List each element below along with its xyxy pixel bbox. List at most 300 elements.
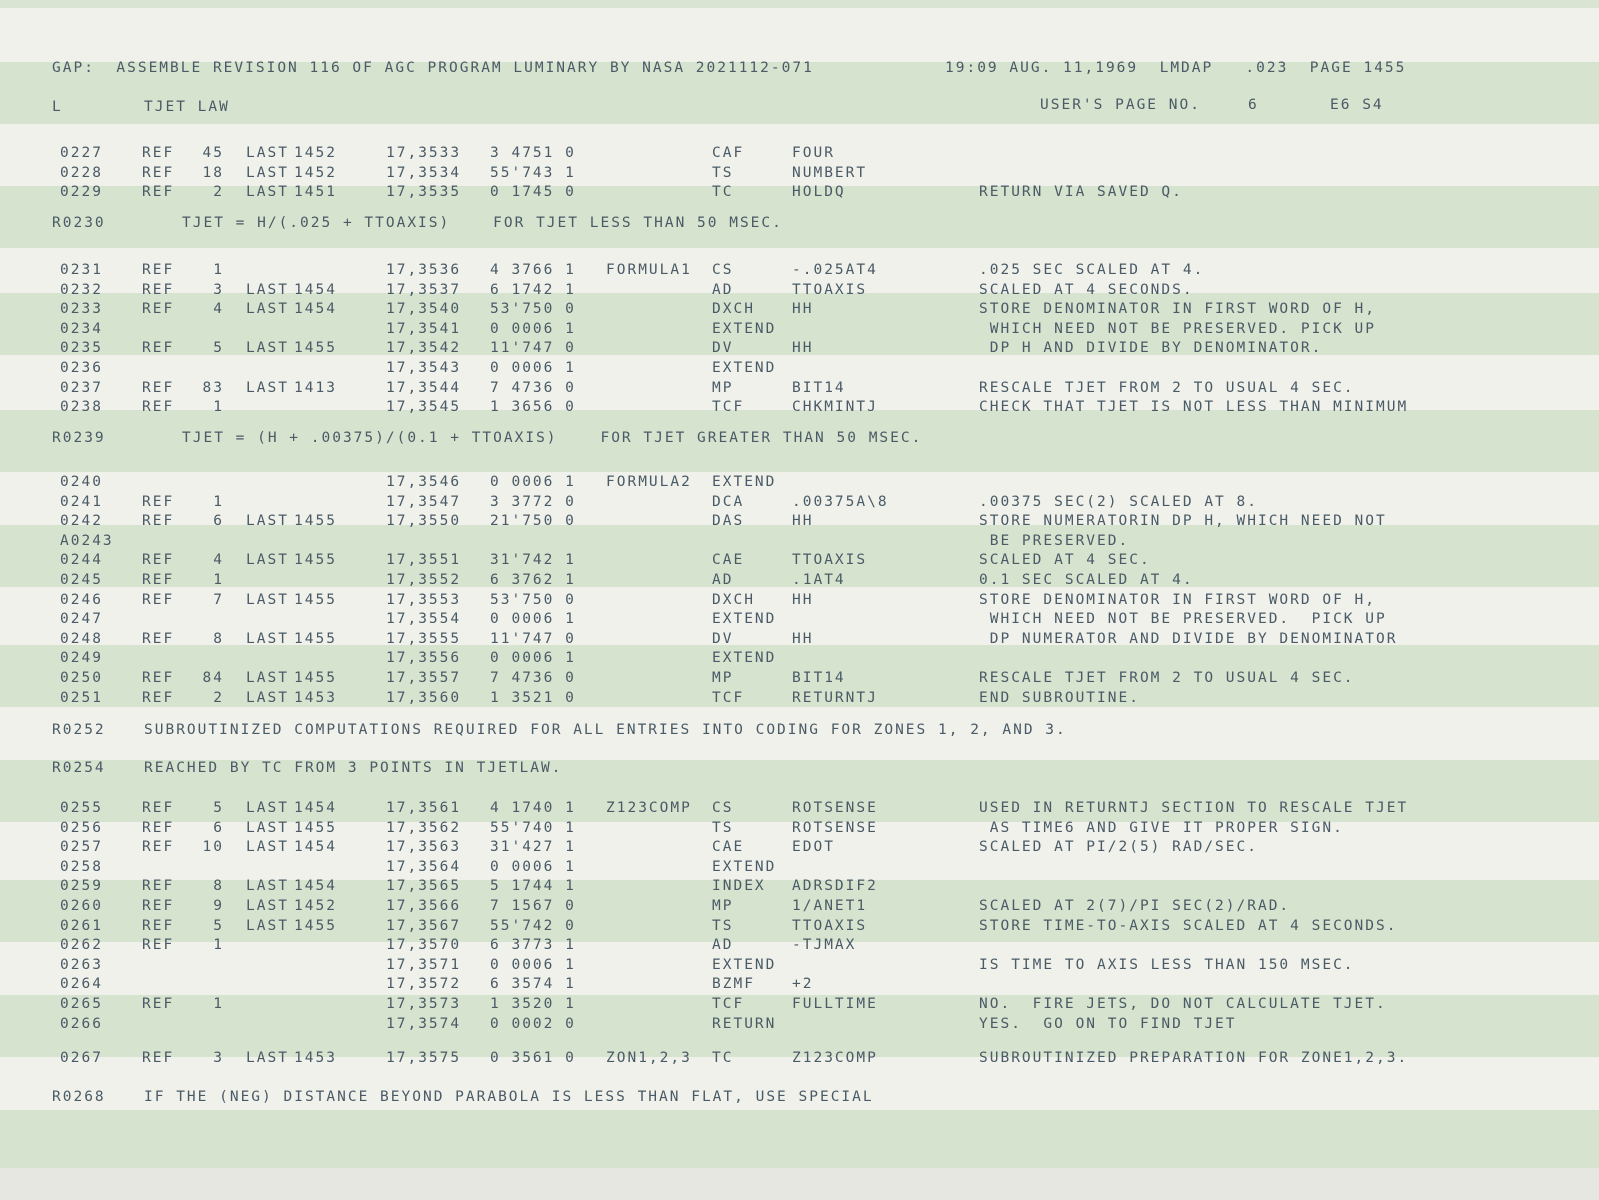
opcode: RETURN	[712, 1015, 777, 1032]
comment: 0.1 SEC SCALED AT 4.	[979, 572, 1194, 588]
ref-count: 84	[202, 670, 224, 686]
users-page-number: 6	[1248, 97, 1259, 113]
label: ZON1,2,3	[606, 1050, 692, 1066]
listing-row	[0, 592, 1599, 611]
comment: YES. GO ON TO FIND TJET	[979, 1015, 1237, 1032]
memory-address: 17,3540	[386, 301, 462, 318]
ref-keyword: REF	[142, 591, 175, 608]
listing-row	[0, 898, 1599, 917]
octal-code: 0 0002 0	[490, 1015, 576, 1032]
last-page: 1455	[294, 819, 337, 836]
comment: WHICH NEED NOT BE PRESERVED. PICK UP	[979, 611, 1387, 628]
line-number: 0232	[60, 281, 103, 298]
ref-count: 6	[213, 819, 224, 836]
listing-row	[0, 380, 1599, 399]
operand: HH	[792, 340, 814, 357]
opcode: EXTEND	[712, 360, 777, 376]
comment: RESCALE TJET FROM 2 TO USUAL 4 SEC.	[979, 670, 1355, 686]
memory-address: 17,3560	[386, 689, 462, 706]
memory-address: 17,3554	[386, 611, 462, 628]
listing-row	[0, 494, 1599, 513]
memory-address: 17,3574	[386, 1015, 462, 1032]
octal-code: 0 0006 1	[490, 956, 576, 973]
listing-row	[0, 918, 1599, 937]
ref-keyword: REF	[142, 513, 175, 530]
opcode: DAS	[712, 513, 745, 530]
listing-row	[0, 820, 1599, 839]
ref-keyword: REF	[142, 493, 175, 510]
octal-code: 6 3773 1	[490, 937, 576, 954]
listing-row	[0, 839, 1599, 858]
line-number: A0243	[60, 532, 114, 549]
line-number: 0249	[60, 650, 103, 667]
opcode: DXCH	[712, 591, 755, 608]
ref-keyword: REF	[142, 878, 175, 895]
opcode: TS	[712, 819, 734, 836]
remark-text: TJET = (H + .00375)/(0.1 + TTOAXIS) FOR TJET GREATER THAN 50 MSEC.	[182, 430, 923, 446]
ref-count: 18	[202, 164, 224, 181]
line-number: 0264	[60, 976, 103, 993]
remark-seq: R0254	[52, 760, 106, 776]
last-keyword: LAST	[246, 301, 289, 318]
line-number: 0245	[60, 572, 103, 588]
line-number: 0267	[60, 1050, 103, 1066]
header-assembly-line: GAP: ASSEMBLE REVISION 116 OF AGC PROGRAM LUMINARY BY NASA 2021112-071	[52, 60, 814, 76]
ref-count: 1	[213, 493, 224, 510]
last-keyword: LAST	[246, 689, 289, 706]
opcode: TC	[712, 184, 734, 201]
line-number: 0260	[60, 898, 103, 914]
operand: HOLDQ	[792, 184, 846, 201]
octal-code: 6 3574 1	[490, 976, 576, 993]
octal-code: 7 1567 0	[490, 898, 576, 914]
memory-address: 17,3547	[386, 493, 462, 510]
ref-keyword: REF	[142, 262, 175, 278]
operand: EDOT	[792, 839, 835, 856]
operand: TTOAXIS	[792, 281, 868, 298]
ref-count: 5	[213, 340, 224, 357]
comment: SCALED AT PI/2(5) RAD/SEC.	[979, 839, 1258, 856]
listing-row	[0, 859, 1599, 878]
opcode: TCF	[712, 689, 745, 706]
operand: HH	[792, 513, 814, 530]
memory-address: 17,3534	[386, 164, 462, 181]
last-keyword: LAST	[246, 670, 289, 686]
ref-keyword: REF	[142, 1050, 175, 1066]
last-keyword: LAST	[246, 552, 289, 569]
opcode: EXTEND	[712, 320, 777, 337]
memory-address: 17,3573	[386, 996, 462, 1012]
ref-count: 5	[213, 917, 224, 934]
listing-row	[0, 513, 1599, 532]
ref-keyword: REF	[142, 630, 175, 647]
comment: STORE DENOMINATOR IN FIRST WORD OF H,	[979, 301, 1377, 318]
listing-row	[0, 650, 1599, 669]
octal-code: 21'750 0	[490, 513, 576, 530]
line-number: 0246	[60, 591, 103, 608]
comment: SCALED AT 2(7)/PI SEC(2)/RAD.	[979, 898, 1291, 914]
last-keyword: LAST	[246, 513, 289, 530]
operand: FOUR	[792, 145, 835, 161]
line-number: 0241	[60, 493, 103, 510]
octal-code: 3 3772 0	[490, 493, 576, 510]
section-mark: L	[52, 99, 63, 115]
ref-count: 10	[202, 839, 224, 856]
line-number: 0248	[60, 630, 103, 647]
opcode: MP	[712, 379, 734, 396]
line-number: 0265	[60, 996, 103, 1012]
listing-row	[0, 552, 1599, 571]
octal-code: 11'747 0	[490, 340, 576, 357]
last-page: 1453	[294, 689, 337, 706]
line-number: 0240	[60, 474, 103, 490]
octal-code: 7 4736 0	[490, 670, 576, 686]
ref-keyword: REF	[142, 670, 175, 686]
operand: -TJMAX	[792, 937, 857, 954]
ref-keyword: REF	[142, 281, 175, 298]
last-keyword: LAST	[246, 281, 289, 298]
label: FORMULA1	[606, 262, 692, 278]
octal-code: 0 0006 1	[490, 611, 576, 628]
listing-row	[0, 800, 1599, 819]
opcode: TC	[712, 1050, 734, 1066]
ref-keyword: REF	[142, 145, 175, 161]
listing-row	[0, 262, 1599, 281]
last-keyword: LAST	[246, 917, 289, 934]
opcode: DV	[712, 630, 734, 647]
remark-seq: R0230	[52, 215, 106, 231]
octal-code: 0 0006 1	[490, 320, 576, 337]
ref-keyword: REF	[142, 898, 175, 914]
comment: STORE NUMERATORIN DP H, WHICH NEED NOT	[979, 513, 1387, 530]
operand: .1AT4	[792, 572, 846, 588]
paper-top-edge	[0, 0, 1599, 8]
listing-row	[0, 282, 1599, 301]
ref-keyword: REF	[142, 572, 175, 588]
ref-count: 9	[213, 898, 224, 914]
octal-code: 6 3762 1	[490, 572, 576, 588]
line-number: 0266	[60, 1015, 103, 1032]
memory-address: 17,3544	[386, 379, 462, 396]
ref-keyword: REF	[142, 689, 175, 706]
listing-row	[0, 878, 1599, 897]
octal-code: 55'742 0	[490, 917, 576, 934]
last-keyword: LAST	[246, 379, 289, 396]
opcode: EXTEND	[712, 956, 777, 973]
ref-keyword: REF	[142, 164, 175, 181]
line-number: 0234	[60, 320, 103, 337]
remark-text: REACHED BY TC FROM 3 POINTS IN TJETLAW.	[144, 760, 563, 776]
memory-address: 17,3566	[386, 898, 462, 914]
remark-seq: R0268	[52, 1089, 106, 1105]
comment: END SUBROUTINE.	[979, 689, 1140, 706]
octal-code: 31'742 1	[490, 552, 576, 569]
ref-count: 2	[213, 689, 224, 706]
remark-text: IF THE (NEG) DISTANCE BEYOND PARABOLA IS LESS THAN FLAT, USE SPECIAL	[144, 1089, 874, 1105]
operand: -.025AT4	[792, 262, 878, 278]
opcode: TS	[712, 164, 734, 181]
operand: .00375A\8	[792, 493, 889, 510]
operand: +2	[792, 976, 814, 993]
listing-row	[0, 937, 1599, 956]
memory-address: 17,3561	[386, 800, 462, 816]
comment: USED IN RETURNTJ SECTION TO RESCALE TJET	[979, 800, 1409, 816]
memory-address: 17,3542	[386, 340, 462, 357]
comment: WHICH NEED NOT BE PRESERVED. PICK UP	[979, 320, 1377, 337]
remark-seq: R0252	[52, 722, 106, 738]
line-number: 0231	[60, 262, 103, 278]
opcode: AD	[712, 937, 734, 954]
octal-code: 1 3521 0	[490, 689, 576, 706]
memory-address: 17,3564	[386, 858, 462, 875]
memory-address: 17,3572	[386, 976, 462, 993]
operand: RETURNTJ	[792, 689, 878, 706]
last-page: 1455	[294, 552, 337, 569]
listing-row	[0, 360, 1599, 379]
memory-address: 17,3567	[386, 917, 462, 934]
ref-keyword: REF	[142, 800, 175, 816]
ref-keyword: REF	[142, 399, 175, 416]
comment: IS TIME TO AXIS LESS THAN 150 MSEC.	[979, 956, 1355, 973]
operand: HH	[792, 301, 814, 318]
ref-keyword: REF	[142, 184, 175, 201]
opcode: INDEX	[712, 878, 766, 895]
listing-row	[0, 957, 1599, 976]
memory-address: 17,3565	[386, 878, 462, 895]
last-page: 1455	[294, 513, 337, 530]
ref-count: 4	[213, 552, 224, 569]
label: Z123COMP	[606, 800, 692, 816]
line-number: 0247	[60, 611, 103, 628]
line-number: 0256	[60, 819, 103, 836]
listing-row	[0, 474, 1599, 493]
last-keyword: LAST	[246, 1050, 289, 1066]
comment: DP H AND DIVIDE BY DENOMINATOR.	[979, 340, 1323, 357]
memory-address: 17,3556	[386, 650, 462, 667]
page-code: E6 S4	[1330, 97, 1384, 113]
ref-keyword: REF	[142, 839, 175, 856]
comment: .00375 SEC(2) SCALED AT 8.	[979, 493, 1258, 510]
last-page: 1452	[294, 898, 337, 914]
section-title: TJET LAW	[144, 99, 230, 115]
opcode: CAF	[712, 145, 745, 161]
listing-row	[0, 340, 1599, 359]
line-number: 0257	[60, 839, 103, 856]
users-page-label: USER'S PAGE NO.	[1040, 97, 1201, 113]
opcode: EXTEND	[712, 650, 777, 667]
comment: STORE DENOMINATOR IN FIRST WORD OF H,	[979, 591, 1377, 608]
octal-code: 4 3766 1	[490, 262, 576, 278]
line-number: 0255	[60, 800, 103, 816]
memory-address: 17,3546	[386, 474, 462, 490]
ref-keyword: REF	[142, 917, 175, 934]
operand: 1/ANET1	[792, 898, 868, 914]
ref-count: 1	[213, 262, 224, 278]
last-page: 1451	[294, 184, 337, 201]
octal-code: 0 1745 0	[490, 184, 576, 201]
last-keyword: LAST	[246, 878, 289, 895]
memory-address: 17,3550	[386, 513, 462, 530]
comment: .025 SEC SCALED AT 4.	[979, 262, 1205, 278]
ref-count: 45	[202, 145, 224, 161]
last-page: 1452	[294, 145, 337, 161]
last-page: 1452	[294, 164, 337, 181]
last-keyword: LAST	[246, 898, 289, 914]
octal-code: 0 0006 1	[490, 474, 576, 490]
last-page: 1454	[294, 800, 337, 816]
listing-row	[0, 399, 1599, 418]
opcode: CAE	[712, 552, 745, 569]
ref-count: 3	[213, 281, 224, 298]
comment: AS TIME6 AND GIVE IT PROPER SIGN.	[979, 819, 1344, 836]
opcode: TCF	[712, 996, 745, 1012]
listing-row	[0, 690, 1599, 709]
last-page: 1455	[294, 340, 337, 357]
octal-code: 0 3561 0	[490, 1050, 576, 1066]
octal-code: 0 0006 1	[490, 858, 576, 875]
octal-code: 7 4736 0	[490, 379, 576, 396]
listing-row	[0, 301, 1599, 320]
label: FORMULA2	[606, 474, 692, 490]
last-page: 1455	[294, 670, 337, 686]
remark-text: SUBROUTINIZED COMPUTATIONS REQUIRED FOR ALL ENTRIES INTO CODING FOR ZONES 1, 2, AND 3.	[144, 722, 1067, 738]
line-number: 0237	[60, 379, 103, 396]
line-number: 0251	[60, 689, 103, 706]
ref-keyword: REF	[142, 340, 175, 357]
opcode: MP	[712, 898, 734, 914]
line-number: 0259	[60, 878, 103, 895]
ref-count: 8	[213, 878, 224, 895]
operand: ROTSENSE	[792, 800, 878, 816]
octal-code: 11'747 0	[490, 630, 576, 647]
opcode: EXTEND	[712, 858, 777, 875]
line-number: 0250	[60, 670, 103, 686]
last-page: 1453	[294, 1050, 337, 1066]
line-number: 0233	[60, 301, 103, 318]
memory-address: 17,3537	[386, 281, 462, 298]
memory-address: 17,3533	[386, 145, 462, 161]
remark-text: TJET = H/(.025 + TTOAXIS) FOR TJET LESS THAN 50 MSEC.	[182, 215, 783, 231]
opcode: BZMF	[712, 976, 755, 993]
last-keyword: LAST	[246, 164, 289, 181]
ref-count: 83	[202, 379, 224, 396]
listing-row	[0, 1050, 1599, 1069]
operand: CHKMINTJ	[792, 399, 878, 416]
memory-address: 17,3543	[386, 360, 462, 376]
listing-row	[0, 145, 1599, 164]
octal-code: 3 4751 0	[490, 145, 576, 161]
operand: TTOAXIS	[792, 917, 868, 934]
octal-code: 5 1744 1	[490, 878, 576, 895]
comment: CHECK THAT TJET IS NOT LESS THAN MINIMUM	[979, 399, 1409, 416]
memory-address: 17,3555	[386, 630, 462, 647]
listing-row	[0, 165, 1599, 184]
memory-address: 17,3570	[386, 937, 462, 954]
line-number: 0227	[60, 145, 103, 161]
operand: BIT14	[792, 379, 846, 396]
last-keyword: LAST	[246, 819, 289, 836]
header-timestamp-page: 19:09 AUG. 11,1969 LMDAP .023 PAGE 1455	[945, 60, 1407, 76]
comment: SCALED AT 4 SECONDS.	[979, 281, 1194, 298]
ref-keyword: REF	[142, 819, 175, 836]
ref-count: 1	[213, 996, 224, 1012]
memory-address: 17,3545	[386, 399, 462, 416]
last-page: 1454	[294, 301, 337, 318]
listing-row	[0, 976, 1599, 995]
opcode: EXTEND	[712, 611, 777, 628]
octal-code: 0 0006 1	[490, 360, 576, 376]
comment: SUBROUTINIZED PREPARATION FOR ZONE1,2,3.	[979, 1050, 1409, 1066]
last-page: 1454	[294, 281, 337, 298]
memory-address: 17,3535	[386, 184, 462, 201]
opcode: DCA	[712, 493, 745, 510]
memory-address: 17,3541	[386, 320, 462, 337]
memory-address: 17,3571	[386, 956, 462, 973]
ref-count: 1	[213, 937, 224, 954]
octal-code: 55'740 1	[490, 819, 576, 836]
octal-code: 6 1742 1	[490, 281, 576, 298]
ref-count: 4	[213, 301, 224, 318]
memory-address: 17,3553	[386, 591, 462, 608]
opcode: CS	[712, 800, 734, 816]
last-keyword: LAST	[246, 800, 289, 816]
opcode: TCF	[712, 399, 745, 416]
listing-row	[0, 184, 1599, 203]
listing-row	[0, 670, 1599, 689]
memory-address: 17,3575	[386, 1050, 462, 1066]
opcode: DV	[712, 340, 734, 357]
comment: RETURN VIA SAVED Q.	[979, 184, 1183, 201]
last-keyword: LAST	[246, 591, 289, 608]
octal-code: 55'743 1	[490, 164, 576, 181]
octal-code: 1 3656 0	[490, 399, 576, 416]
operand: HH	[792, 630, 814, 647]
line-number: 0229	[60, 184, 103, 201]
ref-count: 7	[213, 591, 224, 608]
last-keyword: LAST	[246, 340, 289, 357]
operand: FULLTIME	[792, 996, 878, 1012]
ref-count: 2	[213, 184, 224, 201]
listing-row	[0, 321, 1599, 340]
ref-count: 1	[213, 399, 224, 416]
octal-code: 53'750 0	[490, 301, 576, 318]
ref-keyword: REF	[142, 552, 175, 569]
octal-code: 1 3520 1	[490, 996, 576, 1012]
opcode: TS	[712, 917, 734, 934]
memory-address: 17,3551	[386, 552, 462, 569]
paper-bottom-edge	[0, 1168, 1599, 1200]
ref-count: 5	[213, 800, 224, 816]
ref-count: 8	[213, 630, 224, 647]
line-number: 0235	[60, 340, 103, 357]
last-keyword: LAST	[246, 839, 289, 856]
operand: HH	[792, 591, 814, 608]
listing-row	[0, 631, 1599, 650]
octal-code: 4 1740 1	[490, 800, 576, 816]
comment: DP NUMERATOR AND DIVIDE BY DENOMINATOR	[979, 630, 1398, 647]
line-number: 0238	[60, 399, 103, 416]
ref-keyword: REF	[142, 996, 175, 1012]
line-number: 0242	[60, 513, 103, 530]
ref-count: 3	[213, 1050, 224, 1066]
line-number: 0228	[60, 164, 103, 181]
opcode: CS	[712, 262, 734, 278]
opcode: DXCH	[712, 301, 755, 318]
last-keyword: LAST	[246, 630, 289, 647]
ref-keyword: REF	[142, 379, 175, 396]
last-page: 1455	[294, 917, 337, 934]
last-page: 1454	[294, 878, 337, 895]
